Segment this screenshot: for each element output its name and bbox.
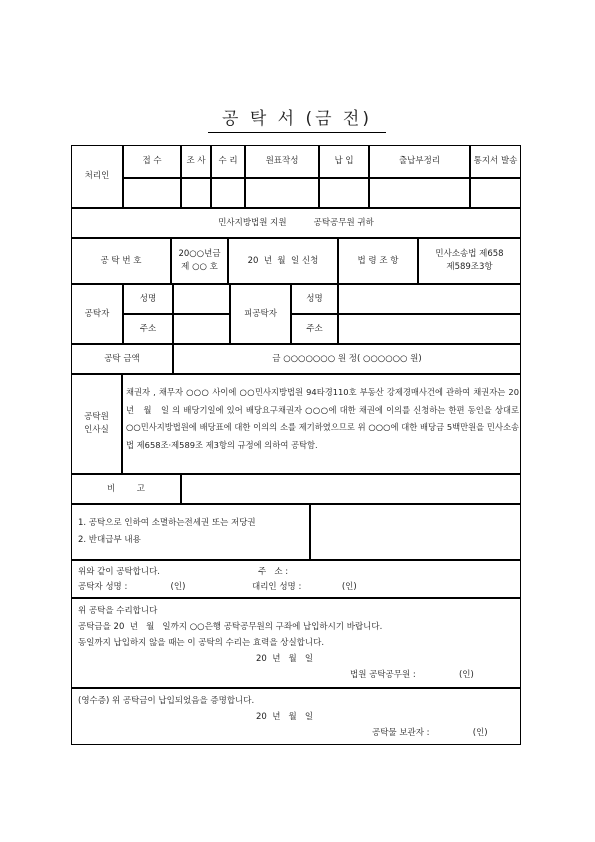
acceptance-date: 20 년 월 일 — [256, 654, 314, 664]
application-date: 20 년 월 일 신청 — [228, 238, 338, 284]
notes-line1: 1. 공탁으로 인하여 소멸하는전세권 또는 저당권 — [78, 518, 256, 528]
blank-cell — [211, 178, 245, 208]
header-receipt: 접 수 — [123, 145, 181, 178]
officer-signature: 법원 공탁공무원 : (인) — [350, 670, 474, 680]
amount-value: 금 ○○○○○○○ 원 정( ○○○○○○ 원) — [173, 344, 521, 374]
blank-cell — [369, 178, 470, 208]
declaration-cell — [71, 560, 521, 598]
blank-cell — [470, 178, 521, 208]
addressee: 민사지방법원 지원 공탁공무원 귀하 — [71, 208, 521, 238]
amount-label: 공탁 금액 — [71, 344, 173, 374]
reason-cell — [122, 374, 525, 474]
law-line2: 제589조3항 — [446, 262, 493, 272]
custodian-signature: 공탁물 보관자 : (인) — [372, 728, 488, 738]
respondent-name-field — [338, 284, 521, 314]
agent-signature: 대리인 성명 : (인) — [252, 582, 357, 592]
depositor-address-label: 주소 — [123, 314, 173, 344]
receipt-cell — [71, 688, 521, 745]
reason-label-line2: 인사실 — [84, 425, 109, 435]
declaration-line: 위와 같이 공탁합니다. — [78, 567, 161, 577]
reason-label — [71, 374, 122, 474]
acceptance-line3: 동일까지 납입하지 않을 때는 이 공탁의 수리는 효력을 상실합니다. — [78, 638, 325, 648]
document-title: 공 탁 서 (금 전) — [208, 104, 386, 133]
receipt-line1: (영수증) 위 공탁금이 납입되었음을 증명합니다. — [78, 696, 255, 706]
blank-cell — [123, 178, 181, 208]
reason-label-line1: 공탁원 — [84, 412, 109, 422]
header-ledger: 출납부정리 — [369, 145, 470, 178]
respondent-label: 피공탁자 — [230, 284, 291, 344]
depositor-label: 공탁자 — [71, 284, 123, 344]
law-value — [418, 238, 521, 284]
office-use-label: 처리인 — [71, 145, 123, 208]
receipt-date: 20 년 월 일 — [256, 712, 314, 722]
header-payment: 납 입 — [319, 145, 369, 178]
law-label: 법 령 조 항 — [338, 238, 418, 284]
header-notice: 통지서 발송 — [470, 145, 521, 178]
depositor-signature: 공탁자 성명 : (인) — [78, 582, 186, 592]
law-line1: 민사소송법 제658 — [435, 249, 504, 259]
acceptance-cell — [71, 598, 521, 688]
blank-cell — [181, 178, 211, 208]
reason-text: 채권자 , 채무자 ○○○ 사이에 ○○민사지방법원 94타경110호 부동산 강제경매사건에 관하여 채권자는 20 년 월 일 의 배당기일에 있어 배당요구채권자 ○○○에 대한 채권에 이의를 신청하는 한편 동인을 상대로 ○○민사지방법원에 배당표에 대한 이의의 소를 제기하였으므로 위 ○○○에 대한 배당금 5백만원을 민사소송법 제658조·제589조 제3항의 규정에 의하여 공탁함. — [126, 387, 525, 450]
blank-cell — [319, 178, 369, 208]
deposit-number-label: 공 탁 번 호 — [71, 238, 171, 284]
notes-value-cell — [310, 504, 521, 560]
remarks-field — [181, 474, 521, 504]
header-original-record: 원표작성 — [245, 145, 319, 178]
deposit-number-value — [171, 238, 228, 284]
respondent-address-field — [338, 314, 521, 344]
header-acceptance: 수 리 — [211, 145, 245, 178]
notes-cell — [71, 504, 310, 560]
notes-line2: 2. 반대급부 내용 — [78, 535, 141, 545]
deposit-number-line1: 20○○년금 — [178, 249, 221, 259]
depositor-name-field — [173, 284, 230, 314]
respondent-name-label: 성명 — [291, 284, 338, 314]
depositor-address-field — [173, 314, 230, 344]
address-line: 주 소 : — [258, 567, 289, 577]
blank-cell — [245, 178, 319, 208]
deposit-number-line2: 제 ○○ 호 — [181, 262, 218, 272]
remarks-label: 비 고 — [71, 474, 181, 504]
respondent-address-label: 주소 — [291, 314, 338, 344]
acceptance-line1: 위 공탁을 수리합니다 — [78, 606, 158, 616]
acceptance-line2: 공탁금을 20 년 월 일까지 ○○은행 공탁공무원의 구좌에 납입하시기 바랍니다. — [78, 622, 383, 632]
header-investigation: 조 사 — [181, 145, 211, 178]
depositor-name-label: 성명 — [123, 284, 173, 314]
